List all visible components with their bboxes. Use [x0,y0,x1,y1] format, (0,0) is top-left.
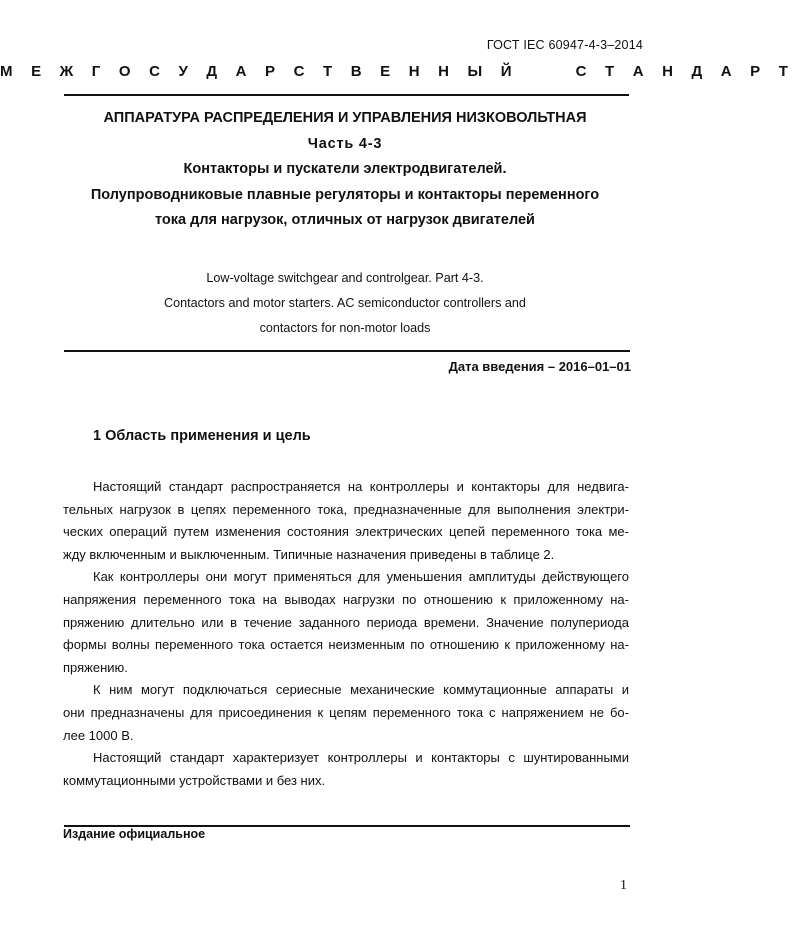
title-line-4: Полупроводниковые плавные регуляторы и контакторы переменного [90,186,600,203]
title-part: Часть 4-3 [307,135,383,152]
interstate-standard-label: М Е Ж Г О С У Д А Р С Т В Е Н Н Ы Й С Т А Н Д А Р Т [0,63,795,80]
body-line: они предназначены для присоединения к цепям переменного тока с напряжением не бо- [63,704,629,720]
body-line: напряжения переменного тока на выводах нагрузки по отношению к приложенному на- [63,591,629,607]
top-divider [64,94,629,96]
body-line: тельных нагрузок в цепях переменного тока, предназначенные для выполнения электри- [63,501,629,517]
document-title [20,106,670,234]
body-line: К ним могут подключаться сериесные механические коммутационные аппараты и [93,682,629,698]
body-line: коммутационными устройствами и без них. [63,772,326,788]
body-line: Настоящий стандарт распространяется на контроллеры и контакторы для недвига- [93,479,629,494]
introduction-date: Дата введения – 2016–01–01 [448,359,631,374]
body-line: Как контроллеры они могут применяться для уменьшения амплитуды действующего [93,569,629,585]
english-title-line-1: Low-voltage switchgear and controlgear. Part 4-3. [206,271,484,285]
body-line: Настоящий стандарт характеризует контроллеры и контакторы с шунтированными [93,750,629,766]
official-edition-label: Издание официальное [63,827,206,841]
english-title-line-3: contactors for non-motor loads [259,321,431,335]
page-number: 1 [620,878,627,893]
standard-id: ГОСТ IEC 60947-4-3–2014 [486,38,643,52]
english-title-line-2: Contactors and motor starters. AC semiconductor controllers and [164,296,526,310]
title-line-3: Контакторы и пускатели электродвигателей. [183,161,507,177]
section-heading: 1 Область применения и цель [93,428,311,444]
title-line-1: АППАРАТУРА РАСПРЕДЕЛЕНИЯ И УПРАВЛЕНИЯ НИЗКОВОЛЬТНАЯ [103,110,587,126]
body-line: пряжению длительно или в течение заданного периода времени. Значение полупериода [63,614,629,630]
section-body [63,476,629,792]
body-line: ческих операций путем изменения состояния электрических цепей переменного тока ме- [63,524,629,540]
body-line: жду включенным и выключенным. Типичные назначения приведены в таблице 2. [63,546,555,562]
body-line: лее 1000 В. [63,727,134,743]
body-line: формы волны переменного тока остается неизменным по отношению к приложенному на- [63,637,629,653]
body-line: пряжению. [63,659,128,675]
title-line-5: тока для нагрузок, отличных от нагрузок двигателей [155,212,535,228]
english-title [20,266,670,341]
middle-divider [64,350,630,352]
